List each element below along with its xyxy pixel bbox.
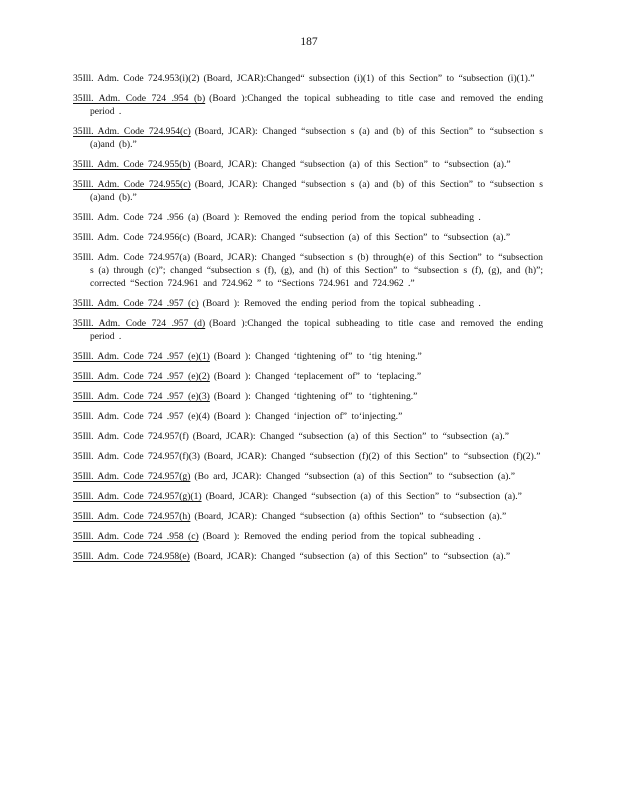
amendment-entry [73, 510, 543, 523]
code-citation: 35Ill. Adm. Code 724 .956 (a) [73, 212, 199, 223]
amendment-description: (Board ): Changed ‘teplacement of” to ‘teplacing.” [213, 371, 422, 382]
amendment-description: (Board, JCAR):Changed“ subsection (i)(1) of this Section” to “subsection (i)(1).” [203, 73, 535, 84]
code-citation: 35Ill. Adm. Code 724.957(f) [73, 431, 189, 442]
amendment-entry [73, 297, 543, 310]
amendment-entry [73, 350, 543, 363]
code-citation: 35Ill. Adm. Code 724 .957 (d) [73, 318, 206, 329]
amendment-entry [73, 178, 543, 204]
code-citation: 35Ill. Adm. Code 724.957(g) [73, 471, 191, 482]
amendment-entry [73, 211, 543, 224]
amendment-entry [73, 370, 543, 383]
code-citation: 35Ill. Adm. Code 724.955(b) [73, 159, 191, 170]
amendment-entry [73, 410, 543, 423]
amendment-description: (Board ): Changed ‘injection of” to‘injecting.” [213, 411, 403, 422]
amendment-entry [73, 470, 543, 483]
code-citation: 35Ill. Adm. Code 724 .954 (b) [73, 93, 206, 104]
amendment-entry [73, 231, 543, 244]
code-citation: 35Ill. Adm. Code 724.953(i)(2) [73, 73, 200, 84]
code-citation: 35Ill. Adm. Code 724.957(a) [73, 252, 191, 263]
amendment-description: (Board, JCAR): Changed “subsection s (b) through(e) of this Section” to “subsection s (a) through (c)”; changed “subsection s (f), (g), and (h) of this Section” to “subsection s (f), (g), and (h)”; corrected “Section 724.961 and 724.962 ” to “Sections 724.961 and 724.962 .” [90, 252, 543, 289]
amendment-description: (Board ):Changed the topical subheading to title case and removed the ending period . [90, 318, 543, 342]
code-citation: 35Ill. Adm. Code 724 .957 (e)(3) [73, 391, 210, 402]
amendment-description: (Board, JCAR): Changed “subsection (f)(2) of this Section” to “subsection (f)(2).” [203, 451, 541, 462]
amendment-description: (Board, JCAR): Changed “subsection s (a) and (b) of this Section” to “subsection s (a)and (b).” [90, 179, 543, 203]
code-citation: 35Ill. Adm. Code 724 .957 (e)(2) [73, 371, 210, 382]
code-citation: 35Ill. Adm. Code 724.957(g)(1) [73, 491, 202, 502]
amendment-description: (Bo ard, JCAR): Changed “subsection (a) of this Section” to “subsection (a).” [194, 471, 516, 482]
amendment-entry [73, 251, 543, 290]
amendment-entry [73, 450, 543, 463]
amendment-description: (Board ): Removed the ending period from the topical subheading . [202, 531, 481, 542]
code-citation: 35Ill. Adm. Code 724.957(h) [73, 511, 191, 522]
amendment-description: (Board ): Changed ‘tightening of” to ‘tig htening.” [213, 351, 422, 362]
code-citation: 35Ill. Adm. Code 724.956(c) [73, 232, 190, 243]
amendment-description: (Board, JCAR): Changed “subsection (a) of this Section” to “subsection (a).” [192, 431, 510, 442]
code-citation: 35Ill. Adm. Code 724.955(c) [73, 179, 191, 190]
amendment-description: (Board, JCAR): Changed “subsection (a) of this Section” to “subsection (a).” [193, 232, 511, 243]
amendment-description: (Board, JCAR): Changed “subsection (a) ofthis Section” to “subsection (a).” [194, 511, 507, 522]
amendment-entry [73, 158, 543, 171]
code-citation: 35Ill. Adm. Code 724 .958 (c) [73, 531, 199, 542]
amendment-description: (Board ): Removed the ending period from the topical subheading . [202, 298, 481, 309]
amendment-entry [73, 317, 543, 343]
amendment-entry [73, 550, 543, 563]
amendment-entry [73, 390, 543, 403]
amendment-description: (Board, JCAR): Changed “subsection (a) of this Section” to “subsection (a).” [205, 491, 522, 502]
amendment-entry [73, 125, 543, 151]
amendment-description: (Board, JCAR): Changed “subsection (a) of this Section” to “subsection (a).” [193, 551, 511, 562]
code-citation: 35Ill. Adm. Code 724 .957 (e)(4) [73, 411, 210, 422]
amendment-description: (Board, JCAR): Changed “subsection s (a) and (b) of this Section” to “subsection s (a)and (b).” [90, 126, 543, 150]
amendment-description: (Board, JCAR): Changed “subsection (a) of this Section” to “subsection (a).” [194, 159, 511, 170]
code-citation: 35Ill. Adm. Code 724.958(e) [73, 551, 190, 562]
amendment-entry [73, 490, 543, 503]
code-citation: 35Ill. Adm. Code 724.957(f)(3) [73, 451, 200, 462]
amendment-entry [73, 430, 543, 443]
code-citation: 35Ill. Adm. Code 724.954(c) [73, 126, 191, 137]
amendment-description: (Board ):Changed the topical subheading to title case and removed the ending period . [90, 93, 543, 117]
code-citation: 35Ill. Adm. Code 724 .957 (e)(1) [73, 351, 210, 362]
amendment-description: (Board ): Removed the ending period from the topical subheading . [202, 212, 481, 223]
amendment-entry [73, 530, 543, 543]
amendment-entry [73, 92, 543, 118]
amendment-list [73, 72, 543, 570]
amendment-entry [73, 72, 543, 85]
amendment-description: (Board ): Changed ‘tightening of” to ‘tightening.” [213, 391, 418, 402]
page-number: 187 [300, 36, 318, 48]
code-citation: 35Ill. Adm. Code 724 .957 (c) [73, 298, 199, 309]
